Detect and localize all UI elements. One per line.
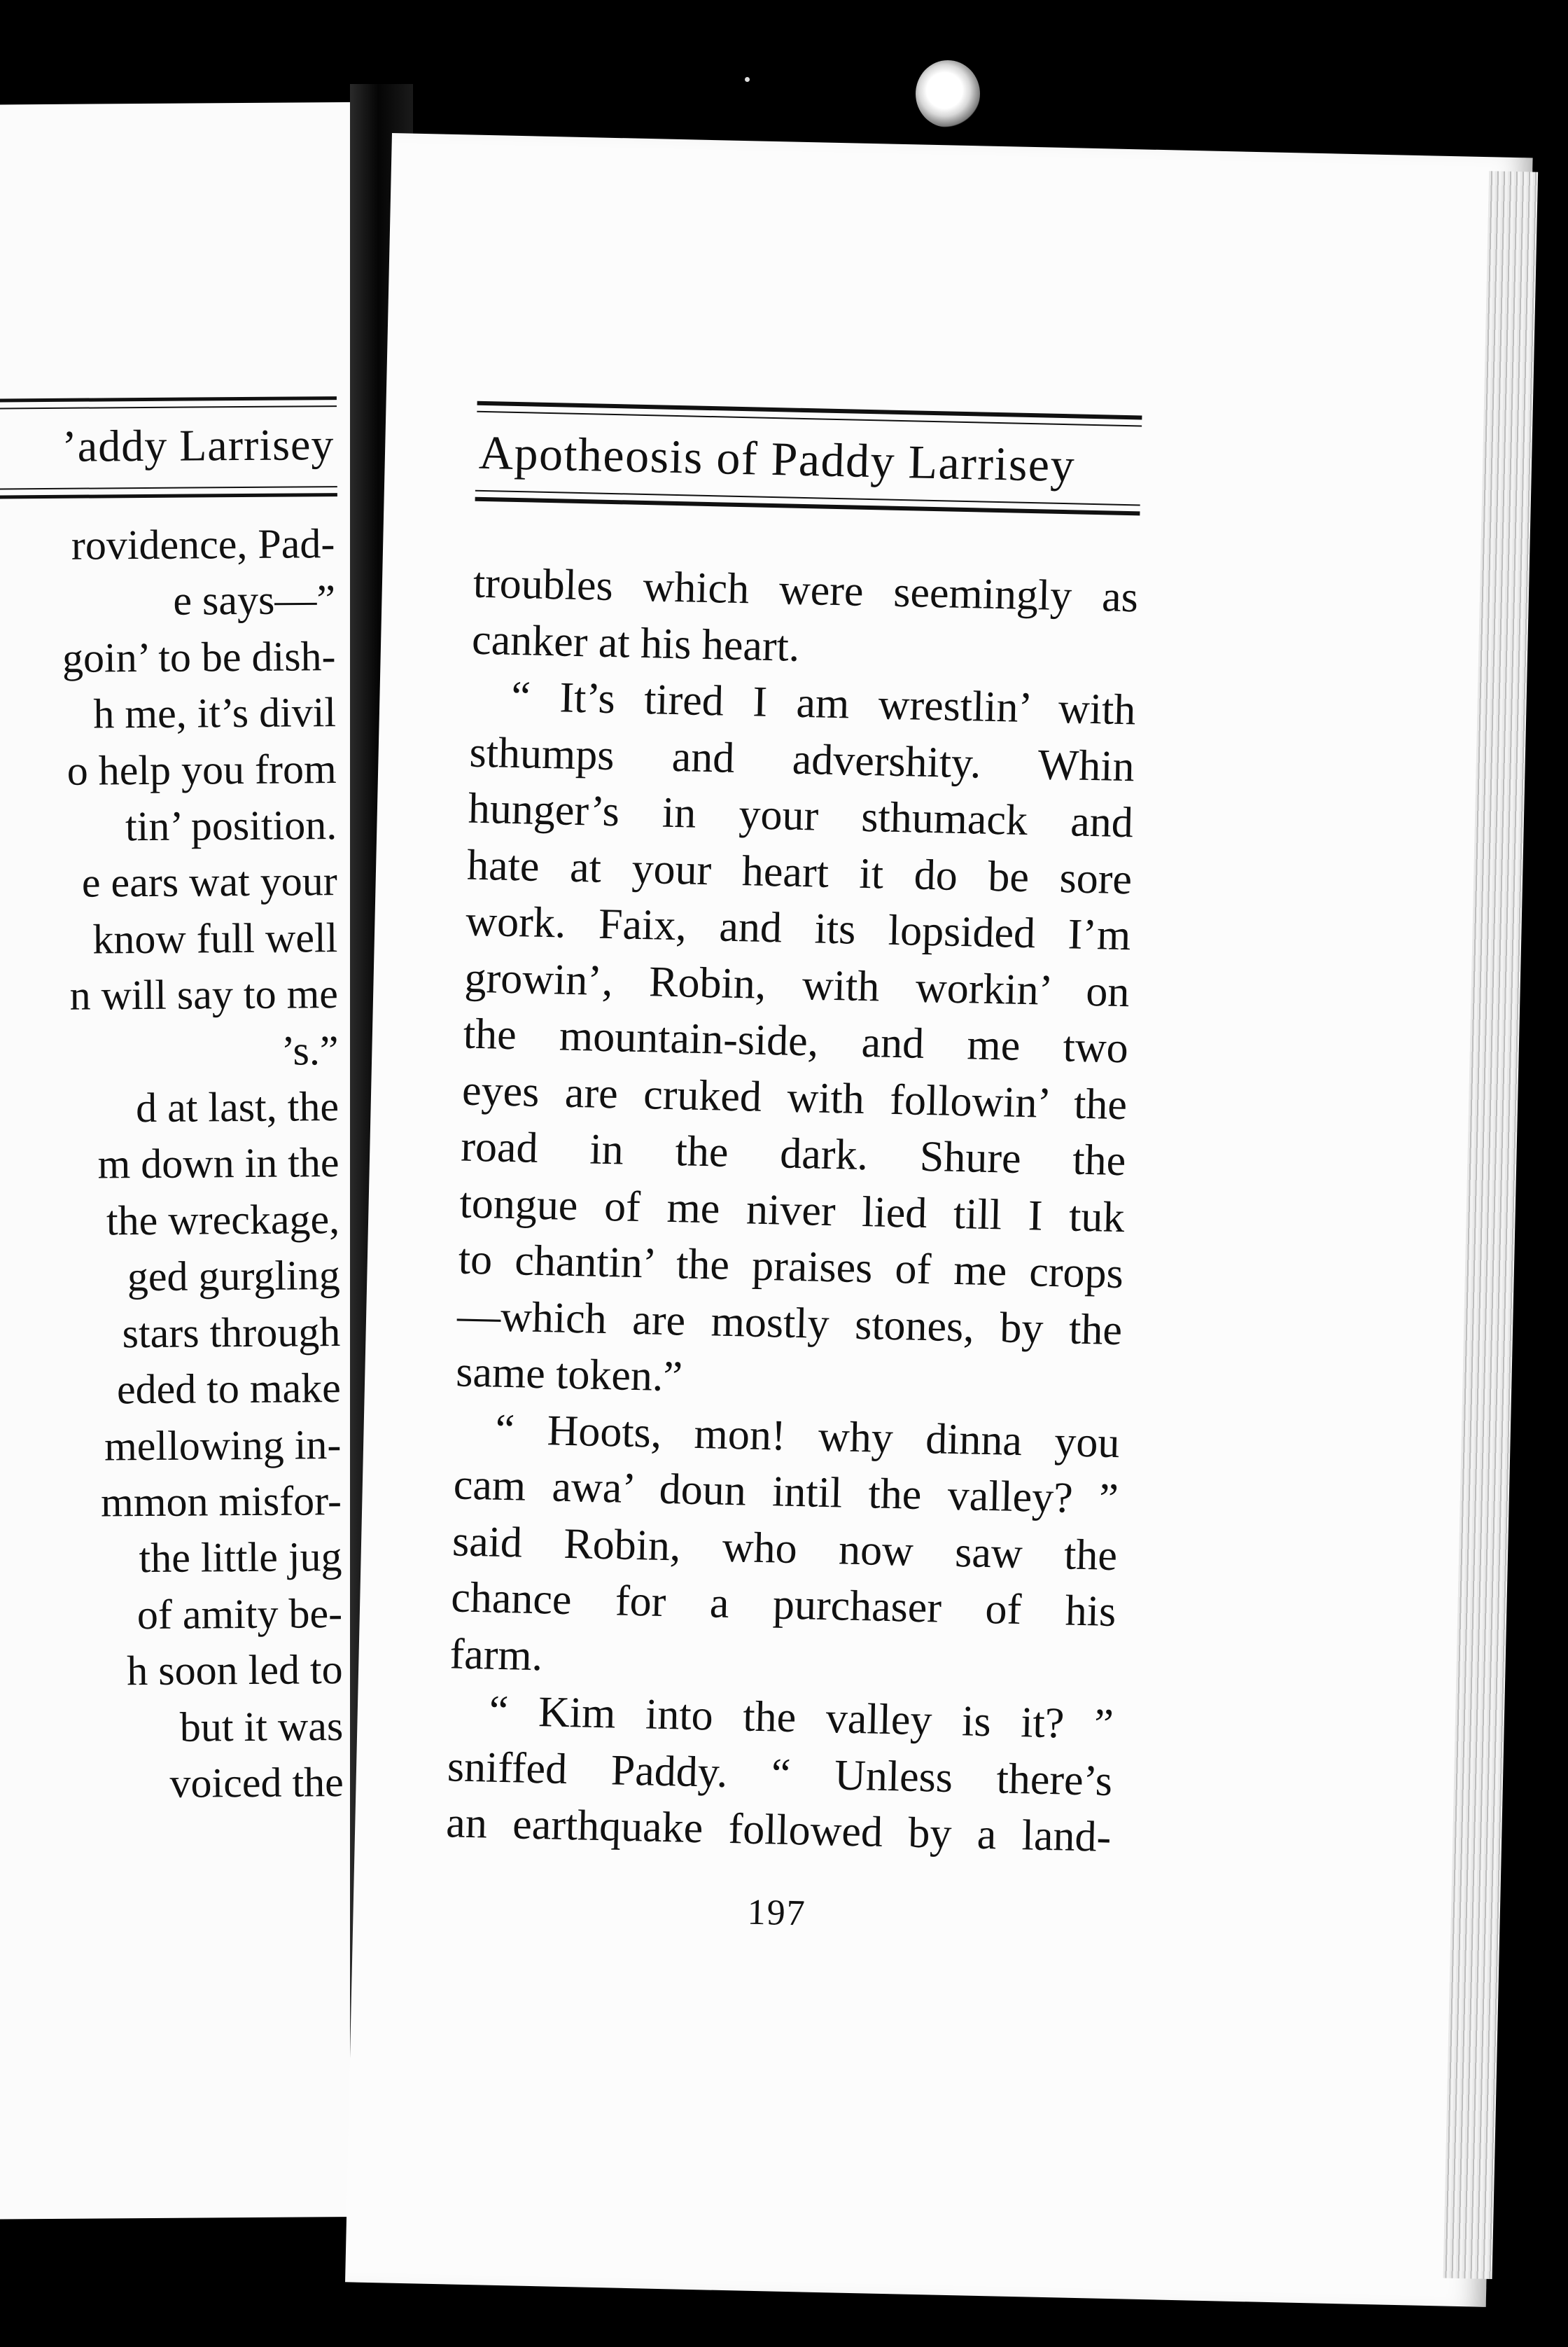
left-page [0,102,400,2220]
scan-speck [745,77,750,82]
text-line: hate at your heart it do be sore [466,841,1133,903]
text-line: —which are mostly stones, by the [456,1291,1123,1354]
left-text-line: voiced the [169,1759,344,1806]
page-number: 197 [747,1892,807,1934]
text-line: the mountain-side, and me two [463,1010,1129,1073]
left-text-line: m down in the [97,1139,340,1188]
text-line: tongue of me niver lied till I tuk [458,1178,1126,1241]
text-line: sthumps and advershity. Whin [468,728,1135,791]
left-text-line: o help you from [66,745,337,794]
running-head: Apotheosis of Paddy Larrisey [478,425,1076,492]
left-page-text [62,515,344,1812]
left-text-line: tin’ position. [125,802,337,850]
left-text-line: eded to make [116,1365,342,1413]
text-line: “ It’s tired I am wrestlin’ with [510,672,1137,734]
text-line: road in the dark. Shure the [460,1122,1126,1185]
text-line: growin’, Robin, with workin’ on [463,954,1130,1016]
left-text-line: e says—” [173,576,336,625]
text-line: farm. [449,1629,543,1680]
left-header-rule-top [0,396,337,410]
text-line: canker at his heart. [471,615,801,671]
scan-artifact [916,60,980,127]
left-text-line: but it was [179,1702,344,1750]
text-line: work. Faix, and its lopsided I’m [465,897,1131,960]
text-line: troubles which were seemingly as [472,559,1139,622]
page-edges [1443,171,1539,2279]
left-running-head: ’addy Larrisey [62,419,335,471]
text-line: said Robin, who now saw the [451,1517,1118,1580]
text-line: an earthquake followed by a land- [445,1799,1112,1861]
left-text-line: the wreckage, [106,1195,340,1244]
left-text-line: of amity be- [136,1589,343,1638]
text-line: chance for a purchaser of his [450,1573,1116,1636]
text-line: eyes are cruked with followin’ the [461,1066,1128,1129]
text-line: “ Kim into the valley is it? ” [489,1687,1114,1749]
left-text-line: rovidence, Pad- [71,520,335,569]
left-text-line: ged gurgling [127,1252,340,1300]
right-page-header [475,401,1142,516]
left-text-line: goin’ to be dish- [62,632,336,681]
left-text-line: h me, it’s divil [93,689,337,737]
left-text-line: mellowing in- [104,1421,342,1469]
left-text-line: h soon led to [127,1646,343,1694]
left-text-line: mmon misfor- [100,1477,342,1526]
left-text-line: e ears wat your [81,858,337,907]
text-line: same token.” [455,1348,683,1401]
text-line: hunger’s in your sthumack and [468,784,1134,847]
left-text-line: the little jug [139,1533,342,1582]
text-line: “ Hoots, mon! why dinna you [494,1405,1121,1467]
left-text-line: d at last, the [135,1083,340,1131]
text-line: sniffed Paddy. “ Unless there’s [447,1742,1113,1805]
body-text [445,555,1138,1866]
left-text-line: n will say to me [69,970,339,1019]
text-line: to chantin’ the praises of me crops [458,1235,1124,1298]
left-text-line: ’s.” [281,1026,339,1074]
left-text-line: know full well [92,914,338,963]
left-text-line: stars through [122,1308,341,1356]
text-line: cam awa’ doun intil the valley? ” [453,1461,1119,1524]
right-page [345,133,1533,2307]
left-header-rule-bottom [0,486,337,499]
